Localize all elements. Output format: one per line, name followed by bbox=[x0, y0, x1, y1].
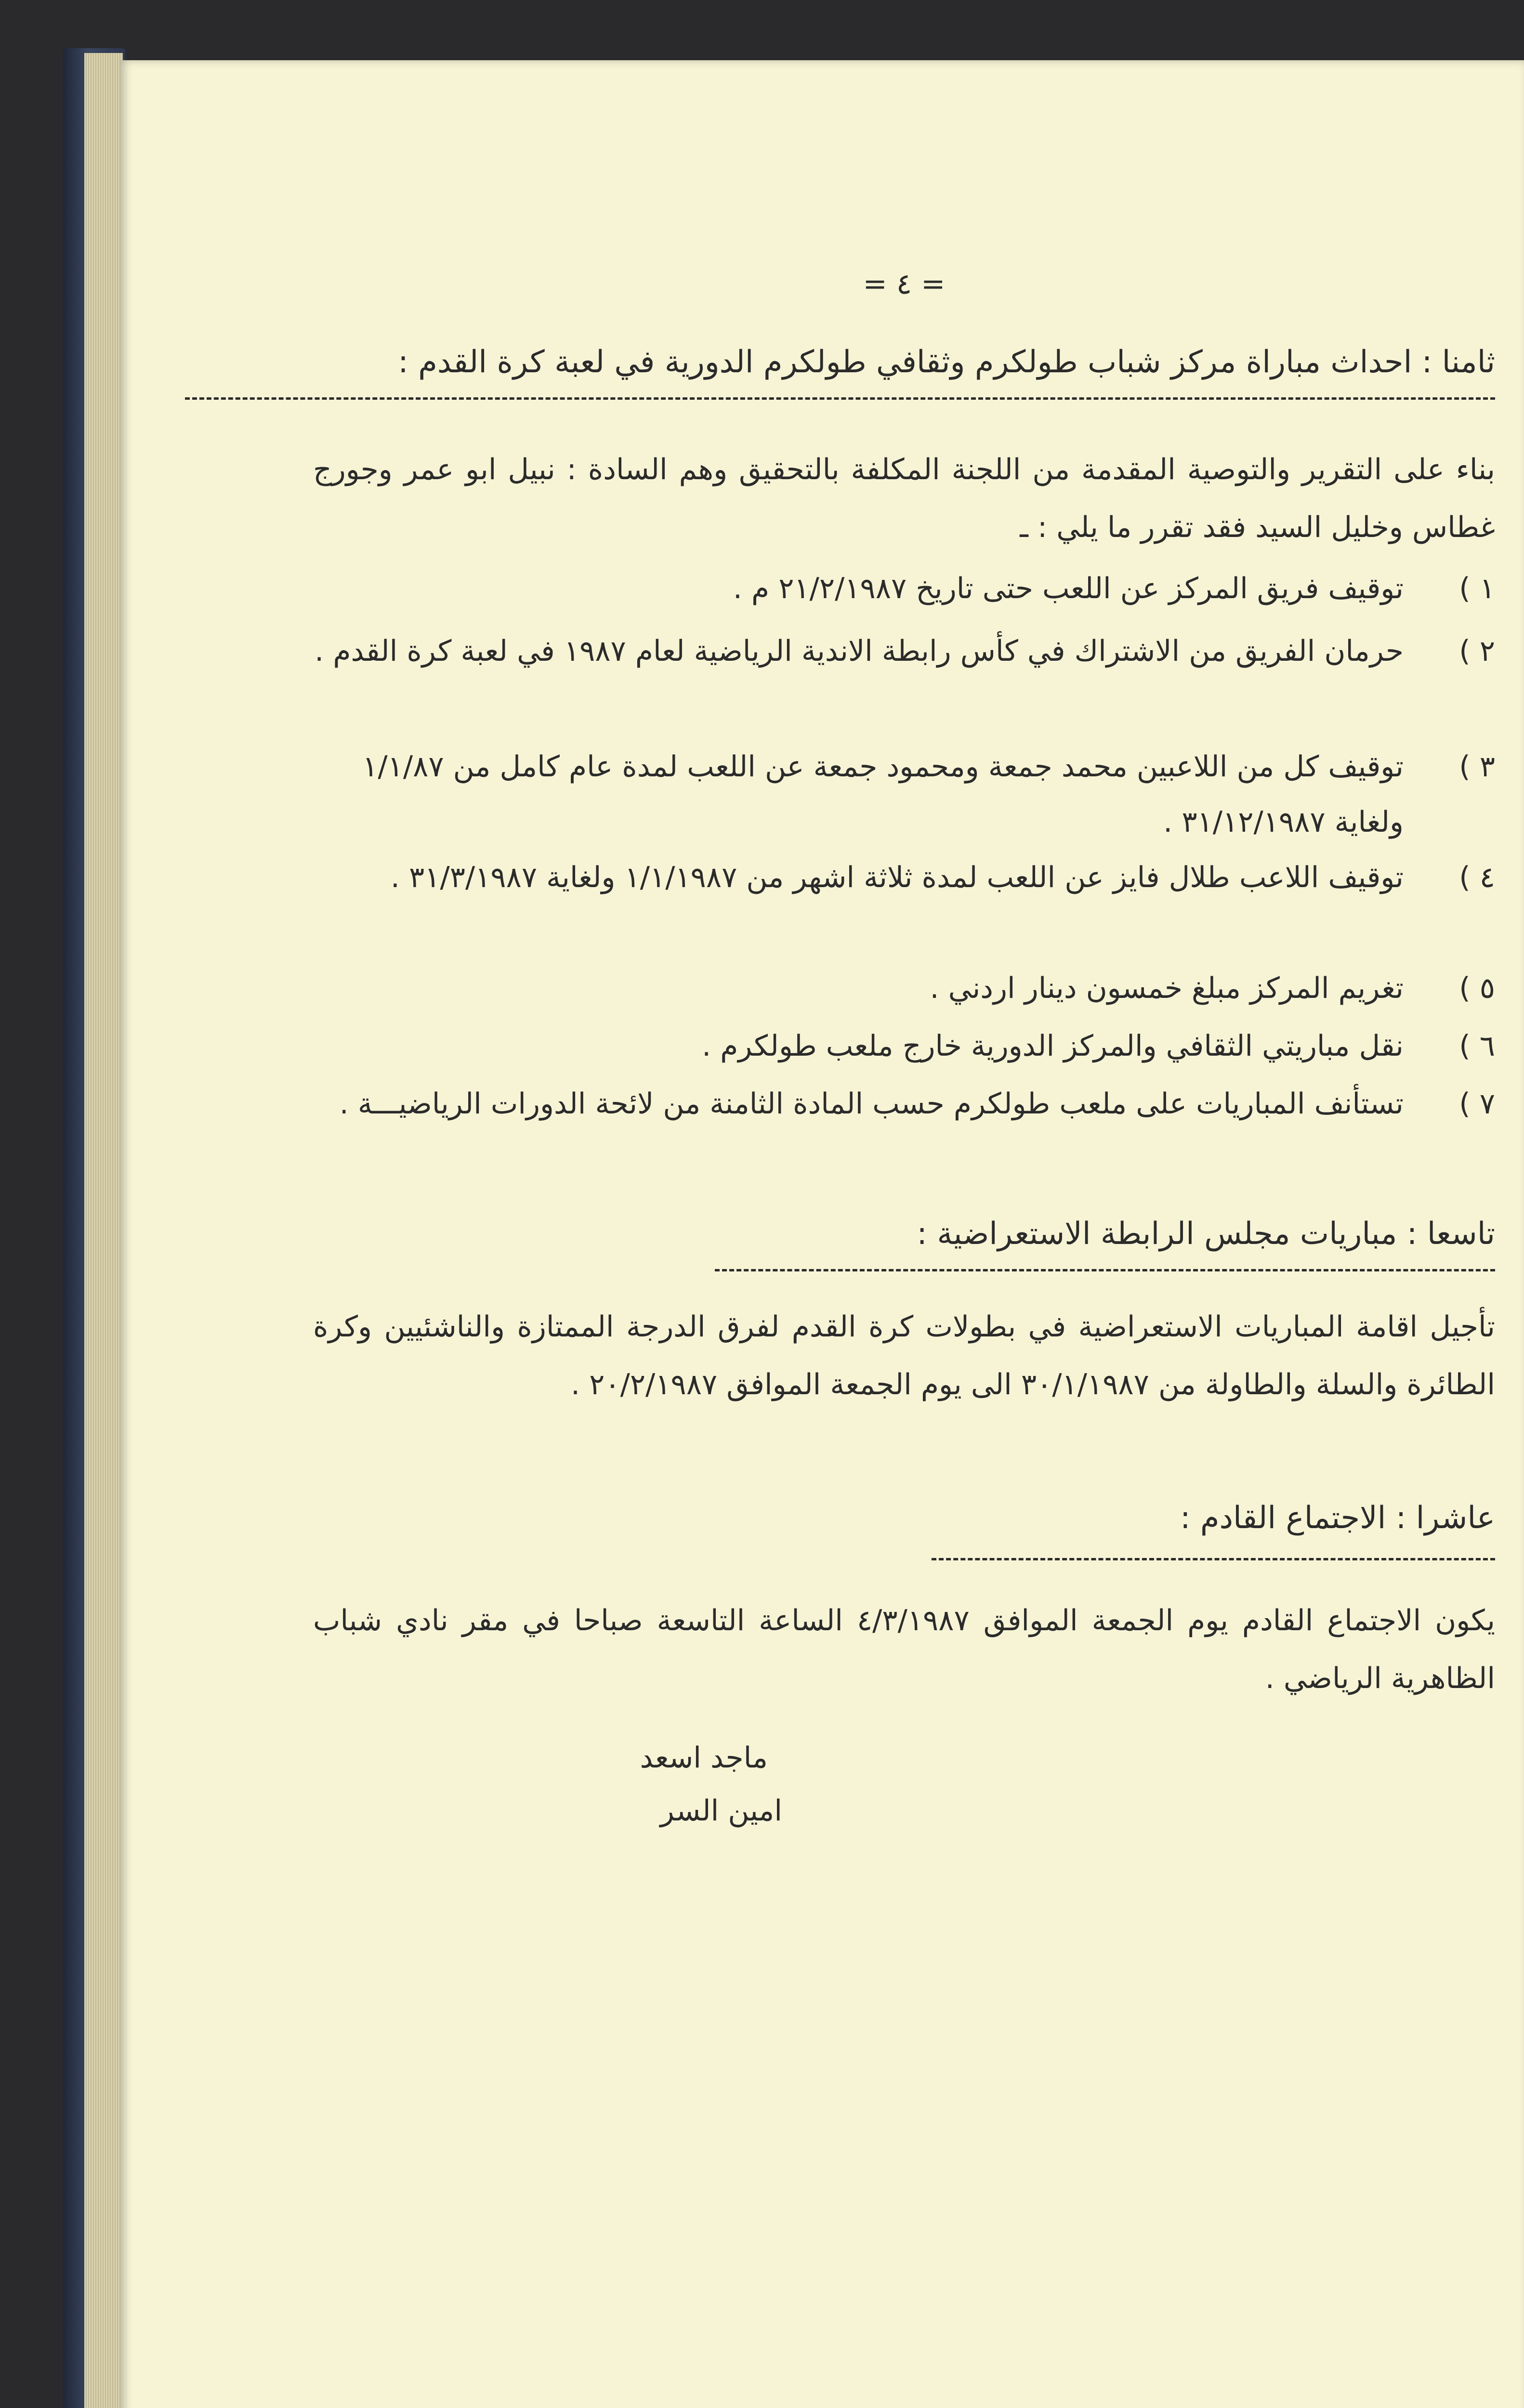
signature-title: امين السر bbox=[660, 1794, 782, 1828]
section9-text: تأجيل اقامة المباريات الاستعراضية في بطولات كرة القدم لفرق الدرجة الممتازة والناشئيين وكرة الطائرة والسلة والطاولة من ٣٠/١/١٩٨٧ الى يوم الجمعة الموافق ٢٠/٢/١٩٨٧ . bbox=[313, 1310, 1495, 1401]
section8-underline bbox=[185, 397, 1495, 400]
item-text: توقيف فريق المركز عن اللعب حتى تاريخ ٢١/٢/١٩٨٧ م . bbox=[733, 572, 1404, 605]
item-number: ٤ ) bbox=[1459, 861, 1495, 894]
list-item bbox=[313, 850, 1495, 905]
list-item bbox=[313, 739, 1495, 850]
page-number: = ٤ = bbox=[863, 267, 946, 301]
item-number: ٦ ) bbox=[1459, 1029, 1495, 1063]
item-number: ٧ ) bbox=[1459, 1087, 1495, 1121]
section9-underline bbox=[715, 1269, 1495, 1271]
item-number: ٢ ) bbox=[1459, 634, 1495, 668]
section8-intro: بناء على التقرير والتوصية المقدمة من اللجنة المكلفة بالتحقيق وهم السادة : نبيل ابو عمر وجورج غطاس وخليل السيد فقد تقرر ما يلي : ـ bbox=[313, 453, 1495, 544]
list-item bbox=[313, 561, 1495, 616]
item-text: حرمان الفريق من الاشتراك في كأس رابطة الاندية الرياضية لعام ١٩٨٧ في لعبة كرة القدم . bbox=[315, 634, 1404, 668]
list-item bbox=[313, 1019, 1495, 1074]
section10-underline bbox=[932, 1558, 1495, 1560]
section10-heading: عاشرا : الاجتماع القادم : bbox=[1180, 1500, 1495, 1536]
item-number: ١ ) bbox=[1459, 572, 1495, 605]
item-number: ٥ ) bbox=[1459, 971, 1495, 1005]
item-text: توقيف اللاعب طلال فايز عن اللعب لمدة ثلاثة اشهر من ١/١/١٩٨٧ ولغاية ٣١/٣/١٩٨٧ . bbox=[390, 861, 1404, 894]
item-text: تغريم المركز مبلغ خمسون دينار اردني . bbox=[930, 971, 1404, 1005]
document-page bbox=[120, 60, 1524, 2408]
page-content bbox=[313, 60, 1495, 2408]
list-item bbox=[313, 1076, 1495, 1132]
list-item bbox=[313, 961, 1495, 1016]
signature-name: ماجد اسعد bbox=[640, 1741, 768, 1775]
item-number: ٣ ) bbox=[1459, 750, 1495, 784]
section8-heading: ثامنا : احداث مباراة مركز شباب طولكرم وثقافي طولكرم الدورية في لعبة كرة القدم : bbox=[398, 344, 1495, 380]
section9-heading: تاسعا : مباريات مجلس الرابطة الاستعراضية : bbox=[917, 1216, 1495, 1252]
page-stack bbox=[84, 53, 123, 2408]
item-text: نقل مباريتي الثقافي والمركز الدورية خارج ملعب طولكرم . bbox=[702, 1029, 1404, 1063]
item-text: توقيف كل من اللاعبين محمد جمعة ومحمود جمعة عن اللعب لمدة عام كامل من ١/١/٨٧ ولغاية ٣١/١٢/١٩٨٧ . bbox=[362, 750, 1404, 839]
section10-text: يكون الاجتماع القادم يوم الجمعة الموافق ٤/٣/١٩٨٧ الساعة التاسعة صباحا في مقر نادي شباب الظاهرية الرياضي . bbox=[313, 1604, 1496, 1695]
list-item bbox=[313, 624, 1495, 679]
item-text: تستأنف المباريات على ملعب طولكرم حسب المادة الثامنة من لائحة الدورات الرياضيـــة . bbox=[339, 1087, 1404, 1121]
